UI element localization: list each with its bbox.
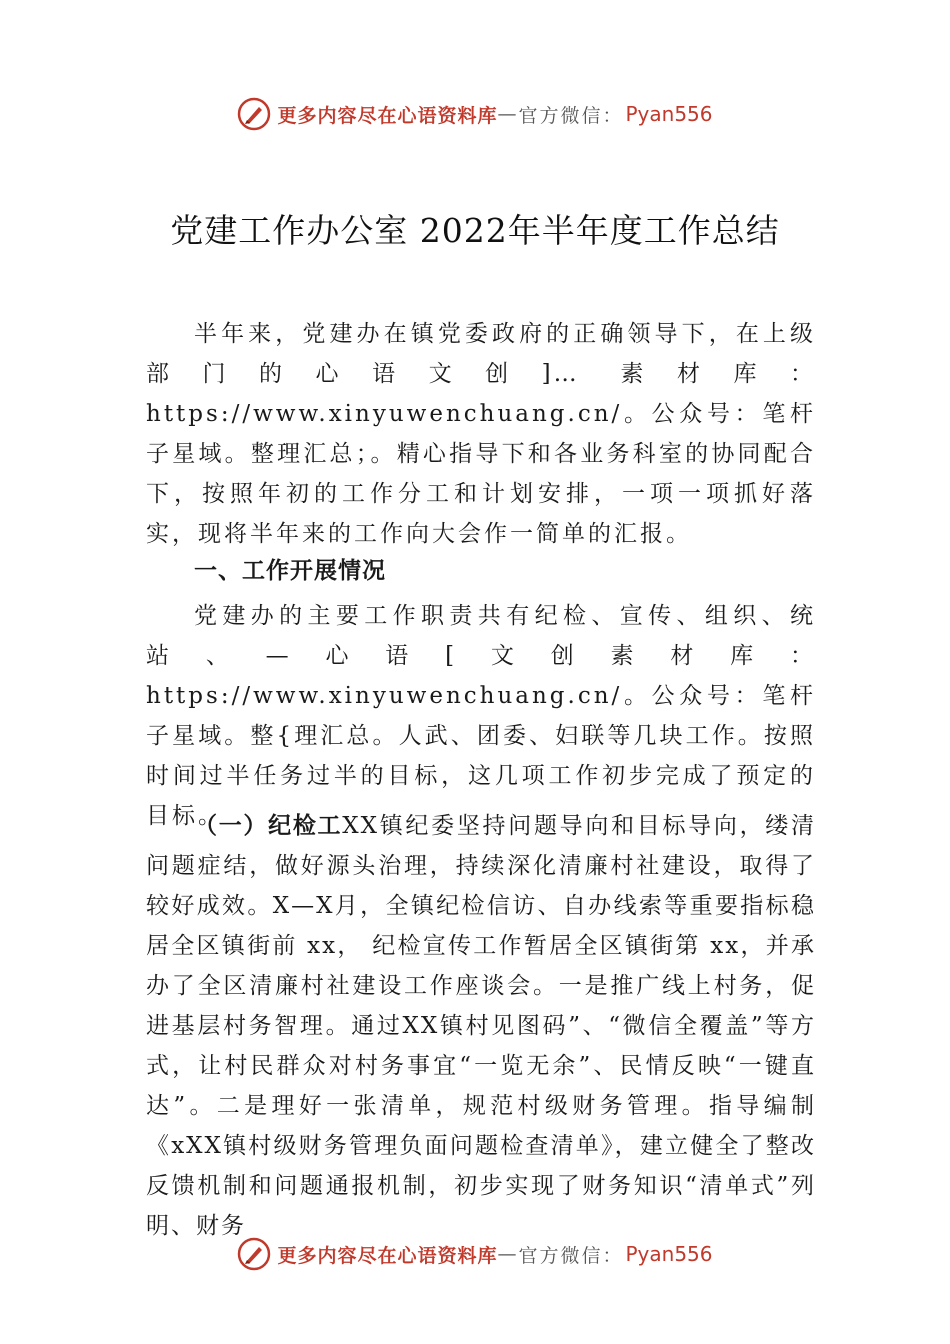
watermark-text: 更多内容尽在心语资料库 <box>277 104 498 127</box>
section-heading-block <box>146 551 816 591</box>
section-body-block <box>146 596 816 836</box>
pen-logo-icon <box>237 97 271 131</box>
subsection-label: （一）纪检工 <box>194 812 343 839</box>
subsection-block <box>146 806 816 1246</box>
watermark-label: 官方微信： <box>518 1244 624 1267</box>
watermark-wechat-id: Pyan556 <box>625 102 713 126</box>
intro-block <box>146 314 816 554</box>
header-watermark <box>0 92 950 136</box>
section-body-paragraph: 党建办的主要工作职责共有纪检、宣传、组织、统站、—心语[文创素材库：https://www.xinyuwenchuang.cn/。公众号：笔杆子星域。整{理汇总。人武、团委、妇联等几块工作。按照时间过半任务过半的目标，这几项工作初步完成了预定的目标。 <box>146 603 816 829</box>
watermark-separator: — <box>497 1243 519 1265</box>
footer-watermark <box>0 1232 950 1276</box>
watermark-text: 更多内容尽在心语资料库 <box>277 1244 498 1267</box>
subsection-body: XX镇纪委坚持问题导向和目标导向，缕清问题症结，做好源头治理，持续深化清廉村社建设，取得了较好成效。X—X月，全镇纪检信访、自办线索等重要指标稳居全区镇街前 xx， 纪检宣传工作暂居全区镇街第 xx，并承办了全区清廉村社建设工作座谈会。一是推广线上村务，促进基层村务智理。通过XX镇村见图码”、“微信全覆盖”等方式，让村民群众对村务事宜“一览无余”、民情反映“一键直达”。二是理好一张清单，规范村级财务管理。指导编制《xXX镇村级财务管理负面问题检查清单》，建立健全了整改反馈机制和问题通报机制，初步实现了财务知识“清单式”列明、财务 <box>146 813 817 1239</box>
subsection-paragraph <box>146 806 816 1246</box>
watermark-label: 官方微信： <box>518 104 624 127</box>
section-heading: 一、工作开展情况 <box>194 558 386 584</box>
intro-paragraph: 半年来，党建办在镇党委政府的正确领导下，在上级部门的心语文创]… 素材库：https://www.xinyuwenchuang.cn/。公众号：笔杆子星域。整理汇总；。精心指导下和各业务科室的协同配合下，按照年初的工作分工和计划安排，一项一项抓好落实，现将半年来的工作向大会作一简单的汇报。 <box>146 321 816 547</box>
document-title: 党建工作办公室 2022年半年度工作总结 <box>170 211 780 250</box>
watermark-separator: — <box>497 103 519 125</box>
pen-logo-icon <box>237 1237 271 1271</box>
watermark-wechat-id: Pyan556 <box>625 1242 713 1266</box>
